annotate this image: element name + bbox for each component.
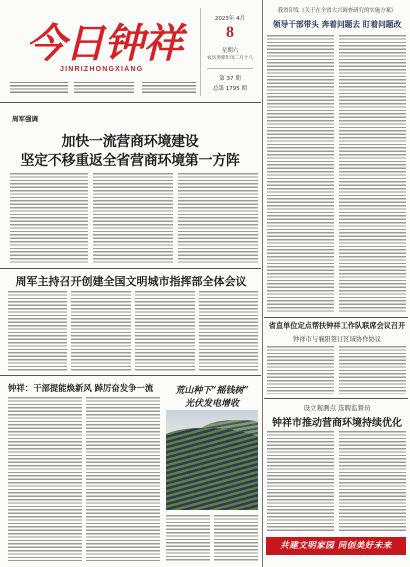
- right-bottom-kicker: 设立观测点 选聘监督员: [303, 404, 371, 412]
- body-text-column: [166, 515, 210, 561]
- email-info: [142, 82, 196, 95]
- divider: [0, 102, 261, 103]
- right-top-kicker: 我省印发《关于在全省大兴调查研究的实施方案》: [277, 8, 397, 14]
- right-bottom-headline[interactable]: 钟祥市推动营商环境持续优化: [272, 418, 402, 429]
- column-divider: [262, 0, 263, 567]
- masthead-pinyin: JINRIZHONGXIANG: [60, 66, 144, 73]
- right-mid-headline[interactable]: 省直单位定点帮扶钟祥工作队联席会议召开: [268, 321, 406, 330]
- total-issue-number: 总第 1795 期: [213, 86, 247, 92]
- body-text-column: [267, 346, 334, 394]
- lead-headline-line-1[interactable]: 加快一流营商环境建设: [61, 134, 199, 150]
- divider: [264, 317, 408, 318]
- contact-info: [74, 82, 134, 95]
- solar-panel-field: [166, 428, 258, 510]
- publisher-info: [10, 82, 68, 95]
- body-text-column: [178, 173, 258, 265]
- divider: [264, 398, 408, 399]
- date-day: 8: [226, 24, 234, 41]
- slogan-banner: 共建文明家园 同创美好未来: [266, 537, 406, 555]
- body-text-column: [199, 291, 258, 371]
- body-text-column: [8, 397, 82, 561]
- right-mid-subhead: 钟祥市与襄阳签订区域协作协议: [292, 336, 382, 343]
- divider: [0, 268, 261, 269]
- masthead-title: 今日钟祥: [26, 20, 182, 67]
- body-text-column: [135, 291, 195, 371]
- date-box: [200, 8, 259, 96]
- lead-headline-line-2[interactable]: 坚定不移重返全省营商环境第一方阵: [20, 153, 240, 169]
- lead-kicker: 周军强调: [12, 115, 38, 123]
- body-text-column: [267, 431, 334, 531]
- body-text-column: [71, 291, 131, 371]
- solar-farm-photo[interactable]: [166, 410, 258, 510]
- issue-number: 第 37 期: [219, 76, 241, 82]
- body-text-column: [339, 35, 406, 313]
- body-text-column: [339, 431, 406, 531]
- right-top-headline[interactable]: 领导干部带头 奔着问题去 盯着问题改: [272, 20, 402, 29]
- body-text-column: [93, 173, 173, 265]
- photo-caption-line-1: 荒山种下“摇钱树”: [175, 386, 249, 396]
- divider: [207, 68, 253, 69]
- divider: [0, 375, 261, 376]
- date-year-month: 2023年 4月: [214, 16, 246, 22]
- photo-caption-line-2: 光伏发电增收: [184, 399, 239, 409]
- body-text-column: [267, 35, 334, 313]
- body-text-column: [86, 397, 160, 561]
- body-text-column: [339, 346, 406, 394]
- date-weekday: 星期六: [221, 48, 239, 54]
- body-text-column: [8, 291, 67, 371]
- body-text-column: [10, 173, 88, 265]
- body-text-column: [214, 515, 258, 561]
- third-headline[interactable]: 钟祥：干部提能焕新风 踔厉奋发争一流: [8, 383, 154, 393]
- second-headline[interactable]: 周军主持召开创建全国文明城市指挥部全体会议: [15, 275, 247, 288]
- date-lunar: 农历癸卯年闰二月十八: [207, 56, 253, 61]
